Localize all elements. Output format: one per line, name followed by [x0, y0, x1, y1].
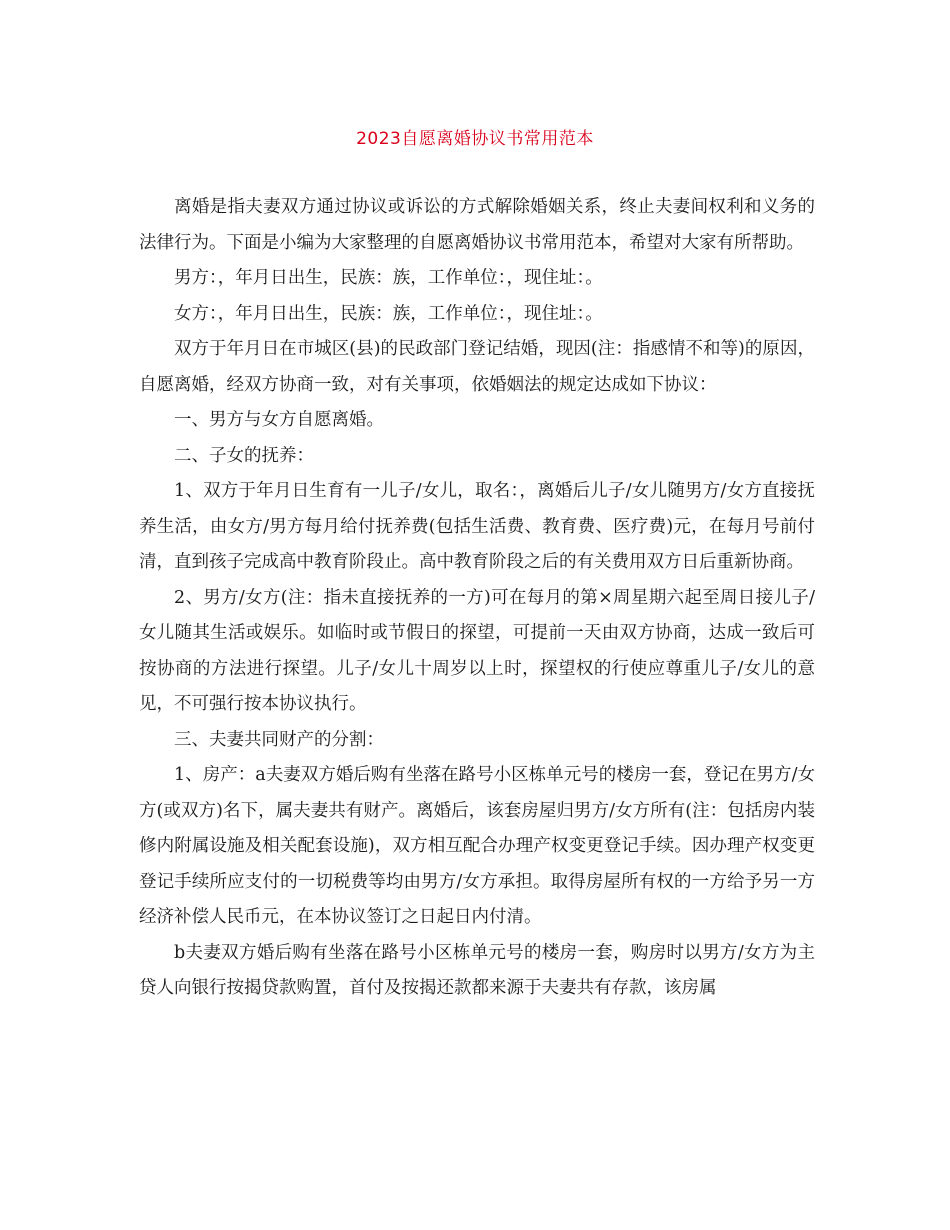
paragraph-marriage-statement: 双方于年月日在市城区(县)的民政部门登记结婚，现因(注：指感情不和等)的原因，自愿离婚，经双方协商一致，对有关事项，依婚姻法的规定达成如下协议： [139, 339, 815, 395]
paragraph-clause-1: 一、男方与女方自愿离婚。 [174, 410, 384, 430]
paragraph-male-party: 男方：，年月日出生，民族：族，工作单位：，现住址：。 [174, 268, 603, 288]
paragraph-property-b: b夫妻双方婚后购有坐落在路号小区栋单元号的楼房一套，购房时以男方/女方为主贷人向银行按揭贷款购置，首付及按揭还款都来源于夫妻共有存款，该房属 [139, 942, 815, 998]
paragraph-property-a: 1、房产：a夫妻双方婚后购有坐落在路号小区栋单元号的楼房一套，登记在男方/女方(或双方)名下，属夫妻共有财产。离婚后，该套房屋归男方/女方所有(注：包括房内装修内附属设施及相关配套设施)，双方相互配合办理产权变更登记手续。因办理产权变更登记手续所应支付的一切税费等均由男方/女方承担。取得房屋所有权的一方给予另一方经济补偿人民币元，在本协议签订之日起日内付清。 [139, 765, 815, 927]
paragraph-female-party: 女方：，年月日出生，民族：族，工作单位：，现住址：。 [174, 303, 603, 324]
paragraph-child-custody: 1、双方于年月日生育有一儿子/女儿，取名：，离婚后儿子/女儿随男方/女方直接抚养生活，由女方/男方每月给付抚养费(包括生活费、教育费、医疗费)元，在每月号前付清，直到孩子完成高中教育阶段止。高中教育阶段之后的有关费用双方日后重新协商。 [139, 481, 815, 572]
document-title: 2023自愿离婚协议书常用范本 [356, 129, 594, 149]
document-body [139, 190, 815, 1007]
paragraph-visitation: 2、男方/女方(注：指未直接抚养的一方)可在每月的第×周星期六起至周日接儿子/女儿随其生活或娱乐。如临时或节假日的探望，可提前一天由双方协商，达成一致后可按协商的方法进行探望。儿子/女儿十周岁以上时，探望权的行使应尊重儿子/女儿的意见，不可强行按本协议执行。 [139, 587, 815, 714]
paragraph-clause-2-heading: 二、子女的抚养： [174, 445, 314, 466]
paragraph-intro: 离婚是指夫妻双方通过协议或诉讼的方式解除婚姻关系，终止夫妻间权利和义务的法律行为。下面是小编为大家整理的自愿离婚协议书常用范本，希望对大家有所帮助。 [139, 197, 815, 253]
paragraph-clause-3-heading: 三、夫妻共同财产的分割： [174, 729, 384, 750]
